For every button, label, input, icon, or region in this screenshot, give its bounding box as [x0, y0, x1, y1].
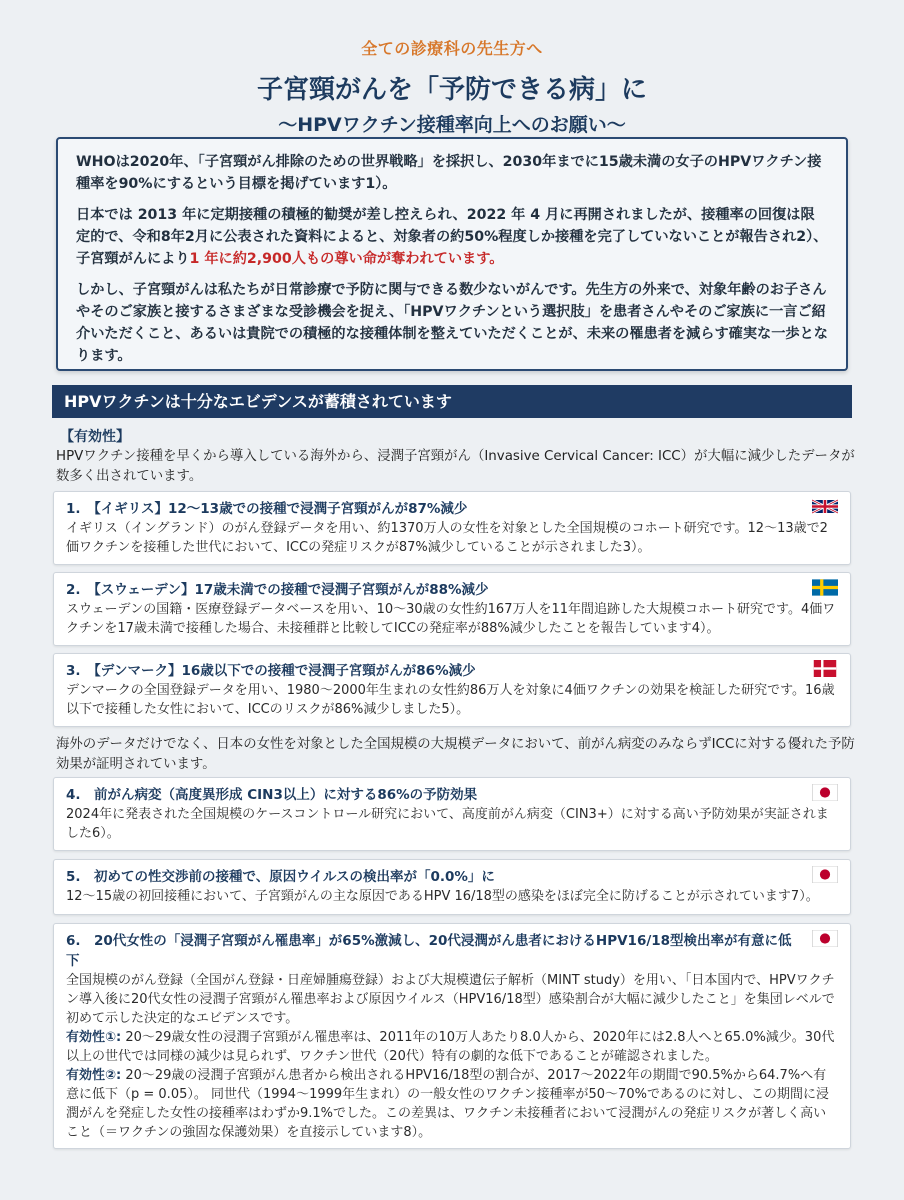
intro-paragraph-3: しかし、子宮頸がんは私たちが日常診療で予防に関与できる数少ないがんです。先生方の外来で、対象年齢のお子さんやそのご家族と接するさまざまな受診機会を捉え、「HPVワクチンという選択肢」を患者さんやそのご家族に一言ご紹介いただくこと、あるいは貴院での積極的な接種体制を整えていただくことが、未来の罹患者を減らす確実な一歩となります。	[76, 282, 828, 364]
header-kicker: 全ての診療科の先生方へ	[361, 39, 543, 58]
card-title: 6. 20代女性の「浸潤子宮頸がん罹患率」が65%激減し、20代浸潤がん患者におけるHPV16/18型検出率が有意に低下	[66, 933, 792, 969]
card-title: 2. 【スウェーデン】17歳未満での接種で浸潤子宮頸がんが88%減少	[66, 582, 489, 598]
card-body: イギリス（イングランド）のがん登録データを用い、約1370万人の女性を対象とした全国規模のコホート研究です。12～13歳で2価ワクチンを接種した世代において、ICCの発症リスクが87%減少していることが示されました3）。	[66, 521, 828, 555]
card-body: スウェーデンの国籍・医療登録データベースを用い、10～30歳の女性約167万人を11年間追跡した大規模コホート研究です。4価ワクチンを17歳未満で接種した場合、未接種群と比較してICCの発症率が88%減少したことを報告しています4）。	[66, 602, 836, 636]
intro-p2-text: 日本では 2013 年に定期接種の積極的勧奨が差し控えられ、2022 年 4 月に再開されましたが、接種率の回復は限定的で、令和8年2月に公表された資料によると、対象者の約50%程度しか接種を完了していないことが報告され2）、子宮頸がんにより	[76, 207, 828, 267]
card-title: 4. 前がん病変（高度異形成 CIN3以上）に対する86%の予防効果	[66, 787, 478, 803]
card-body: 12～15歳の初回接種において、子宮頸がんの主な原因であるHPV 16/18型の感染をほぼ完全に防げることが示されています7）。	[66, 889, 819, 904]
card-title: 1. 【イギリス】12～13歳での接種で浸潤子宮頸がんが87%減少	[66, 501, 468, 517]
denmark-flag-icon	[812, 660, 838, 677]
evidence-card-5	[53, 859, 851, 915]
effect-2-label: 有効性②:	[66, 1068, 122, 1083]
section-band: HPVワクチンは十分なエビデンスが蓄積されています	[52, 385, 852, 418]
uk-flag-icon	[812, 498, 838, 515]
intro-p2-highlight: 1 年に約2,900人もの尊い命が奪われています。	[189, 251, 504, 267]
effect-2	[66, 1066, 838, 1142]
page-subtitle: ～HPVワクチン接種率向上へのお願い～	[278, 114, 626, 136]
effect-1	[66, 1028, 838, 1066]
evidence-card-1	[53, 491, 851, 565]
card-body: 2024年に発表された全国規模のケースコントロール研究において、高度前がん病変（CIN3+）に対する高い予防効果が実証されました6）。	[66, 807, 829, 841]
evidence-card-2	[53, 572, 851, 646]
evidence-card-6	[53, 923, 851, 1149]
card-body: デンマークの全国登録データを用い、1980～2000年生まれの女性約86万人を対象に4価ワクチンの効果を検証した研究です。16歳以下で接種した女性において、ICCのリスクが86%減少しました5）。	[66, 683, 835, 717]
intro-box	[56, 137, 848, 371]
effect-1-text: 20～29歳女性の浸潤子宮頸がん罹患率は、2011年の10万人あたり8.0人から、2020年には2.8人へと65.0%減少。30代以上の世代では同様の減少は見られず、ワクチン世代（20代）特有の劇的な低下であることが確認されました。	[66, 1030, 835, 1064]
japan-flag-icon	[812, 866, 838, 883]
effect-2-text: 20～29歳の浸潤子宮頸がん患者から検出されるHPV16/18型の割合が、2017～2022年の期間で90.5%から64.7%へ有意に低下（p = 0.05）。 同世代（1994～1999年生まれ）の一般女性のワクチン接種率が50～70%であるのに対し、この期間に浸潤がんを発症した女性の接種率はわずか9.1%でした。この差異は、ワクチン未接種者において浸潤がんの発症リスクが著しく高いこと（＝ワクチンの強固な保護効果）を直接示しています8）。	[66, 1068, 829, 1140]
evidence-card-3	[53, 653, 851, 727]
sweden-flag-icon	[812, 579, 838, 596]
japan-flag-icon	[812, 930, 838, 947]
section-label: 【有効性】	[60, 429, 130, 445]
section-lead: HPVワクチン接種を早くから導入している海外から、浸潤子宮頸がん（Invasive Cervical Cancer: ICC）が大幅に減少したデータが数多く出されています。	[56, 449, 855, 484]
card-title: 3. 【デンマーク】16歳以下での接種で浸潤子宮頸がんが86%減少	[66, 663, 476, 679]
card-body: 全国規模のがん登録（全国がん登録・日産婦腫瘍登録）および大規模遺伝子解析（MINT study）を用い、「日本国内で、HPVワクチン導入後に20代女性の浸潤子宮頸がん罹患率および原因ウイルス（HPV16/18型）感染割合が大幅に減少したこと」を集団レベルで初めて示した決定的なエビデンスです。	[66, 973, 835, 1026]
effect-1-label: 有効性①:	[66, 1030, 122, 1045]
page-title: 子宮頸がんを「予防できる病」に	[256, 75, 647, 105]
card-title: 5. 初めての性交渉前の接種で、原因ウイルスの検出率が「0.0%」に	[66, 869, 495, 885]
section-mid-text: 海外のデータだけでなく、日本の女性を対象とした全国規模の大規模データにおいて、前がん病変のみならずICCに対する優れた予防効果が証明されています。	[56, 737, 855, 772]
intro-paragraph-1: WHOは2020年、「子宮頸がん排除のための世界戦略」を採択し、2030年までに15歳未満の女子のHPVワクチン接種率を90%にするという目標を掲げています1）。	[76, 154, 822, 192]
japan-flag-icon	[812, 784, 838, 801]
evidence-card-4	[53, 777, 851, 851]
header	[0, 0, 904, 137]
intro-paragraph-2	[76, 204, 828, 270]
